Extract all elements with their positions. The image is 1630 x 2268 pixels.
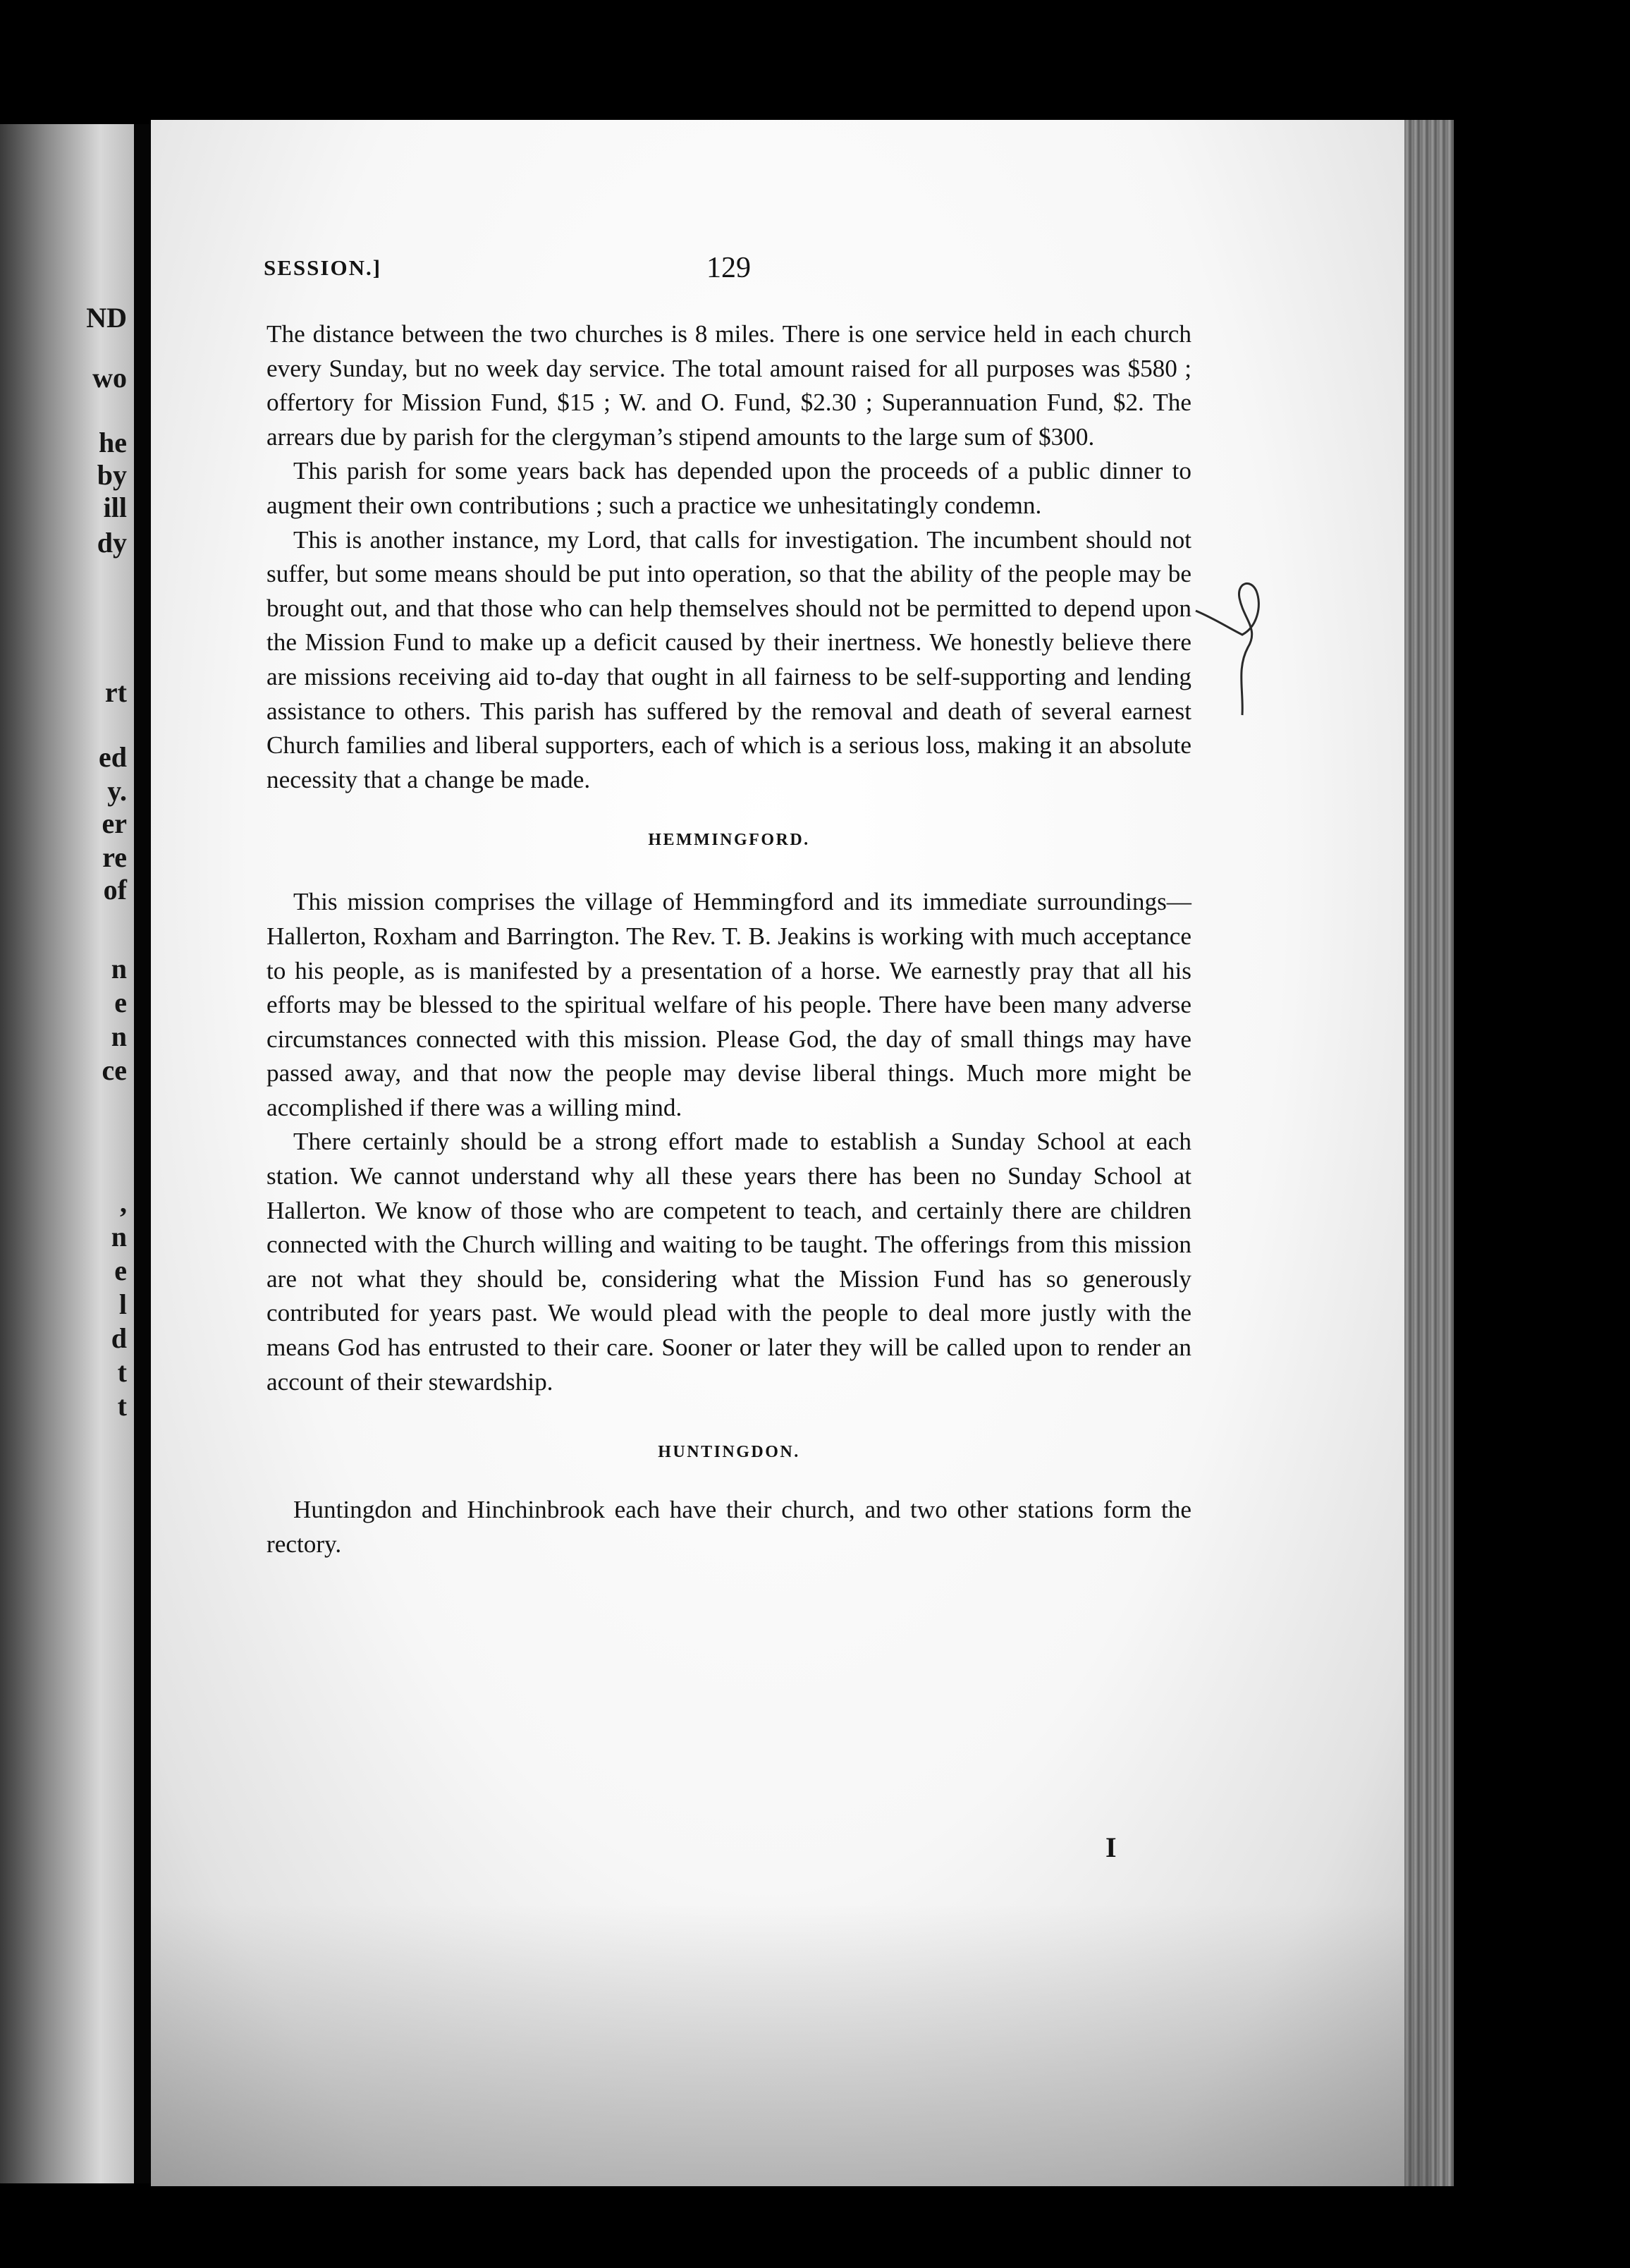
- left-page-text-fragments: [0, 124, 134, 2183]
- section-heading: HUNTINGDON.: [658, 1443, 800, 1462]
- running-head: SESSION.]: [264, 255, 382, 280]
- left-fragment: d: [111, 1322, 127, 1354]
- left-fragment: ed: [99, 741, 127, 773]
- left-fragment: y.: [107, 775, 127, 807]
- left-fragment: n: [111, 1221, 127, 1252]
- left-fragment: re: [102, 841, 127, 873]
- left-fragment: rt: [104, 676, 127, 708]
- left-fragment: by: [97, 459, 127, 491]
- left-fragment: t: [117, 1390, 127, 1422]
- left-fragment: ill: [103, 492, 127, 523]
- left-fragment: e: [114, 987, 127, 1018]
- page-bottom-shading: [151, 1904, 1433, 2186]
- paragraph: This parish for some years back has depended upon the proceeds of a public dinner to augment their own contributions ; such a practice we unhesitatingly condemn.: [266, 457, 1191, 519]
- left-fragment: e: [114, 1255, 127, 1286]
- left-fragment: ce: [102, 1054, 127, 1086]
- left-fragment: l: [118, 1288, 127, 1320]
- paragraph: Huntingdon and Hinchinbrook each have their church, and two other stations form the rectory.: [266, 1496, 1191, 1558]
- left-fragment: n: [111, 953, 127, 984]
- left-fragment: t: [117, 1356, 127, 1388]
- left-fragment: n: [111, 1020, 127, 1052]
- body-text: [266, 317, 1191, 1561]
- section-heading: HEMMINGFORD.: [648, 831, 810, 850]
- paragraph: The distance between the two churches is 8 miles. There is one service held in each church every Sunday, but no week day service. The total amount raised for all purposes was $580 ; offertory for Mission Fund, $15 ; W. and O. Fund, $2.30 ; Superannuation Fund, $2. The arrears due by parish for the clergyman’s stipend amounts to the large sum of $300.: [266, 320, 1191, 451]
- page-edge-stack: [1404, 120, 1454, 2186]
- left-fragment: wo: [92, 362, 127, 394]
- pencil-brace-annotation: [1194, 577, 1307, 718]
- paragraph: This mission comprises the village of Hemmingford and its immediate surroundings—Hallerton, Roxham and Barrington. The Rev. T. B. Jeakins is working with much acceptance to his people, as is manifested by a presentation of a horse. We earnestly pray that all his efforts may be blessed to the spiritual welfare of his people. There have been many adverse circumstances connected with this mission. Please God, the day of small things may have passed away, and that now the people may devise liberal things. Much more might be accomplished if there was a willing mind.: [266, 888, 1191, 1121]
- left-fragment: of: [103, 874, 127, 906]
- left-fragment: he: [99, 427, 127, 458]
- left-fragment: ND: [86, 302, 127, 334]
- left-fragment: dy: [97, 527, 127, 559]
- signature-mark: I: [1105, 1831, 1117, 1863]
- left-fragment: er: [102, 807, 127, 839]
- book-gutter: [134, 124, 151, 2183]
- paragraph: This is another instance, my Lord, that calls for investigation. The incumbent should not suffer, but some means should be put into operation, so that the ability of the people may be brought out, and that those who can help themselves should not be permitted to depend upon the Mission Fund to make up a deficit caused by their inertness. We honestly believe there are missions receiving aid to-day that ought in all fairness to be self-supporting and lending assistance to others. This parish has suffered by the removal and death of several earnest Church families and liberal supporters, each of which is a serious loss, making it an absolute necessity that a change be made.: [266, 525, 1191, 793]
- paragraph: There certainly should be a strong effort made to establish a Sunday School at each station. We cannot understand why all these years there has been no Sunday School at Hallerton. We know of those who are competent to teach, and certainly there are children connected with the Church willing and waiting to be taught. The offerings from this mission are not what they should be, considering what the Mission Fund has so generously contributed for years past. We would plead with the people to deal more justly with the means God has entrusted to their care. Sooner or later they will be called upon to render an account of their stewardship.: [266, 1128, 1191, 1396]
- page-header: [264, 251, 1180, 293]
- page-number: 129: [706, 252, 751, 284]
- left-fragment: ,: [120, 1187, 127, 1219]
- left-page-edge: [0, 124, 134, 2183]
